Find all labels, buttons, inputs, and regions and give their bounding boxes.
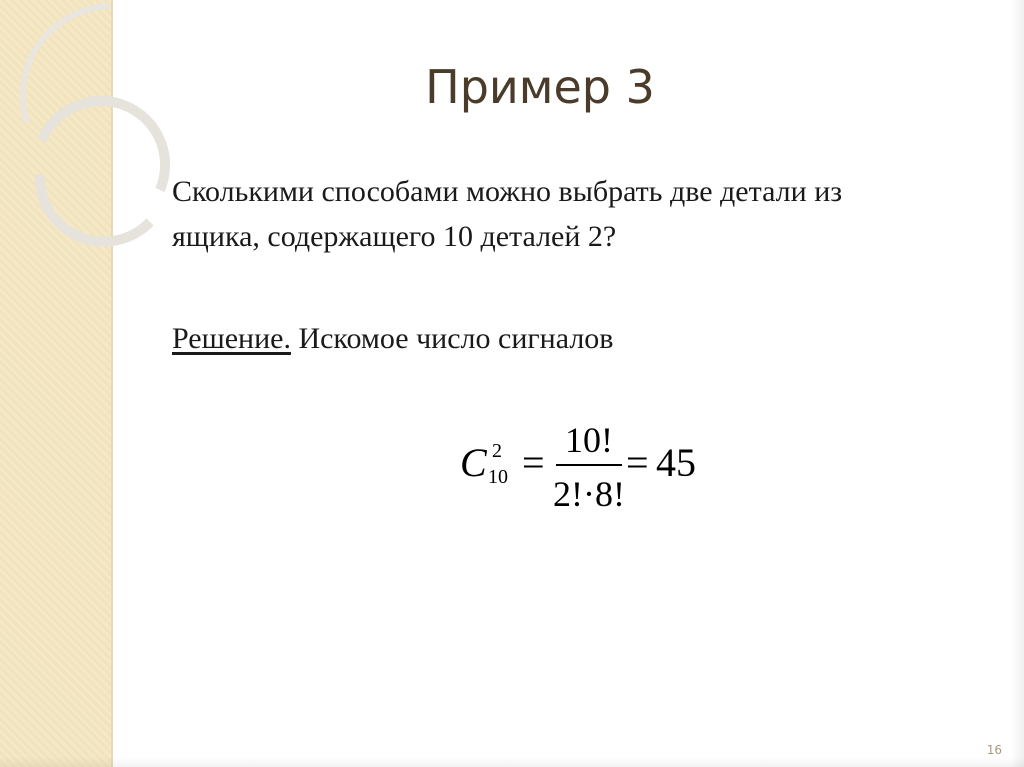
page-number: 16 [986, 743, 1002, 757]
slide-title: Пример 3 [425, 60, 655, 114]
right-edge-shadow [1010, 0, 1024, 767]
question-line-1: Сколькими способами можно выбрать две детали из [172, 175, 843, 208]
formula-subscript: 10 [488, 466, 508, 488]
formula-superscript: 2 [492, 440, 502, 462]
decorative-ring-outer [42, 101, 165, 190]
formula-denominator: 2!·8! [553, 474, 625, 514]
formula-numerator: 10! [565, 420, 613, 460]
question-line-2: ящика, содержащего 10 деталей 2? [172, 220, 617, 253]
solution-line [172, 316, 613, 361]
formula-equals-sign-2: = [626, 440, 649, 485]
formula-equals-sign: = [522, 440, 545, 485]
bottom-edge-shadow [0, 757, 1024, 767]
solution-text: Искомое число сигналов [290, 322, 614, 355]
fraction-bar [556, 464, 622, 466]
formula-result: 45 [656, 440, 696, 485]
formula-symbol: C [460, 440, 487, 485]
decorative-ring-lower [40, 175, 150, 242]
decorative-rings-icon [0, 0, 180, 300]
solution-label: Решение. [172, 322, 291, 355]
